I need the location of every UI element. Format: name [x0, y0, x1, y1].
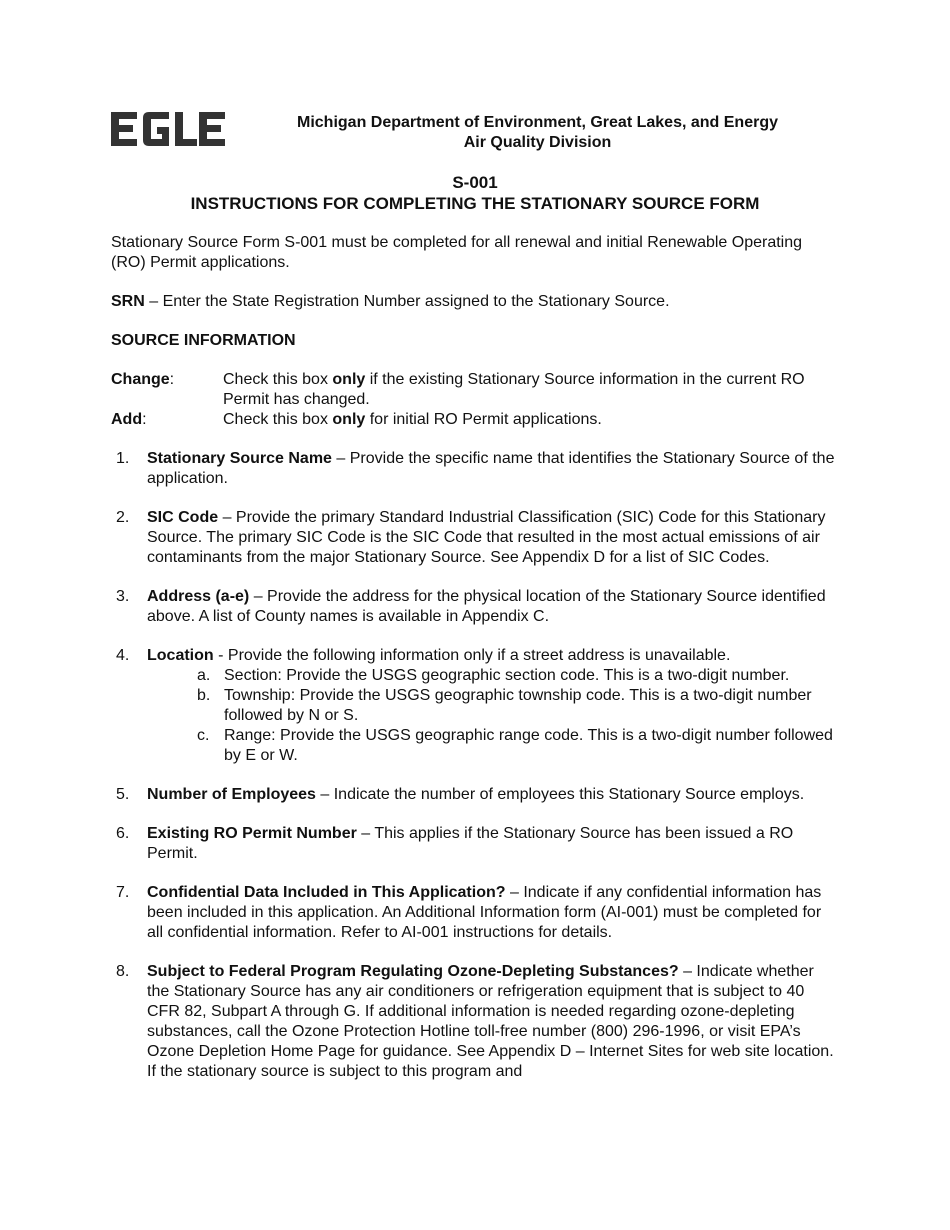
item-text: – Indicate the number of employees this Stationary Source employs.	[315, 786, 805, 803]
item-text: – Provide the address for the physical location of the Stationary Source identified above. A list of County names is available in Appendix C.	[147, 588, 826, 625]
definition-term: Add	[111, 411, 143, 428]
form-code: S-001	[452, 173, 498, 192]
section-heading: SOURCE INFORMATION	[111, 332, 296, 349]
sub-list-item: b. Township: Provide the USGS geographic township code. This is a two-digit number followed by N or S.	[197, 687, 812, 724]
definition-add: Add: Check this box only for initial RO Permit applications.	[111, 410, 839, 430]
item-text: – Indicate if any confidential information has been included in this application. An Additional Information form (AI-001) must be completed for all confidential information. Refer to AI-001 instructions for details.	[147, 884, 822, 941]
item-number: 1.	[116, 450, 130, 467]
item-number: 8.	[116, 963, 130, 980]
item-label: Location	[147, 647, 214, 664]
definition-change: Change: Check this box only if the existing Stationary Source information in the current RO Permit has changed.	[111, 370, 839, 410]
list-item	[111, 962, 839, 1082]
egle-logo	[111, 112, 225, 146]
definition-desc: Check this box only for initial RO Permit applications.	[223, 411, 602, 428]
list-item	[111, 785, 839, 805]
sub-list	[147, 666, 839, 766]
item-label: Stationary Source Name	[147, 450, 332, 467]
item-number: 6.	[116, 825, 130, 842]
list-item	[111, 824, 839, 864]
list-item	[111, 587, 839, 627]
definition-term: Change	[111, 371, 170, 388]
srn-label: SRN	[111, 293, 145, 310]
list-item	[111, 883, 839, 943]
item-text: – Provide the specific name that identifies the Stationary Source of the application.	[147, 450, 835, 487]
item-label: Confidential Data Included in This Application?	[147, 884, 506, 901]
item-text: – Indicate whether the Stationary Source has any air conditioners or refrigeration equipment that is subject to 40 CFR 82, Subpart A through G. If additional information is needed regarding ozone-depleting substances, call the Ozone Protection Hotline toll-free number (800) 296-1996, or visit EPA’s Ozone Depletion Home Page for guidance. See Appendix D – Internet Sites for web site location. If the stationary source is subject to this program and	[147, 963, 834, 1080]
intro-paragraph: Stationary Source Form S-001 must be completed for all renewal and initial Renewable Operating (RO) Permit applications.	[111, 234, 803, 271]
item-label: Number of Employees	[147, 786, 316, 803]
item-number: 2.	[116, 509, 130, 526]
item-text: – This applies if the Stationary Source has been issued a RO Permit.	[147, 825, 794, 862]
form-title-text: INSTRUCTIONS FOR COMPLETING THE STATIONARY SOURCE FORM	[190, 194, 760, 213]
form-title	[111, 172, 839, 214]
item-text: - Provide the following information only if a street address is unavailable.	[213, 647, 731, 664]
item-number: 7.	[116, 884, 130, 901]
item-label: Address (a-e)	[147, 588, 250, 605]
item-label: Existing RO Permit Number	[147, 825, 357, 842]
instruction-list	[111, 449, 839, 1082]
agency-header	[250, 113, 825, 153]
instructions-body	[111, 233, 839, 1101]
srn-text: – Enter the State Registration Number assigned to the Stationary Source.	[144, 293, 670, 310]
item-number: 4.	[116, 647, 130, 664]
sub-list-item: a. Section: Provide the USGS geographic section code. This is a two-digit number.	[197, 667, 790, 684]
sub-list-item: c. Range: Provide the USGS geographic range code. This is a two-digit number followed by E or W.	[197, 727, 833, 764]
list-item	[111, 449, 839, 489]
list-item	[111, 646, 839, 766]
list-item	[111, 508, 839, 568]
item-label: SIC Code	[147, 509, 219, 526]
agency-name: Michigan Department of Environment, Great Lakes, and Energy	[297, 114, 778, 131]
item-number: 5.	[116, 786, 130, 803]
item-label: Subject to Federal Program Regulating Ozone-Depleting Substances?	[147, 963, 679, 980]
item-number: 3.	[116, 588, 130, 605]
item-text: – Provide the primary Standard Industrial Classification (SIC) Code for this Stationary Source. The primary SIC Code is the SIC Code that resulted in the most actual emissions of air contaminants from the major Stationary Source. See Appendix D for a list of SIC Codes.	[147, 509, 826, 566]
srn-paragraph	[111, 292, 839, 312]
definition-desc: Check this box only if the existing Stationary Source information in the current RO Permit has changed.	[223, 371, 805, 408]
division-name: Air Quality Division	[463, 134, 612, 151]
checkbox-definitions	[111, 370, 839, 430]
